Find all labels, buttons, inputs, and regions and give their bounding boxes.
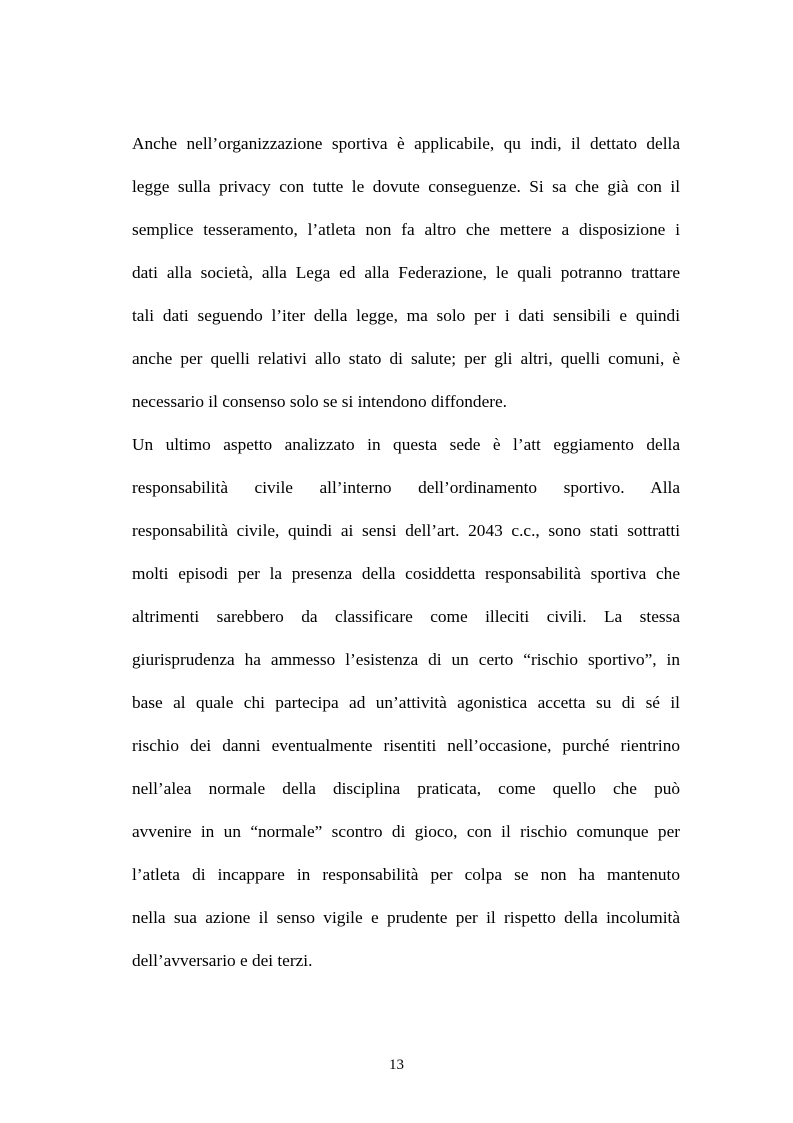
page-number: 13 [389,1057,404,1073]
text-line: Anche nell’organizzazione sportiva è applicabile, qu indi, il dettato della [132,134,680,153]
text-line: dell’avversario e dei terzi. [132,951,313,970]
text-line: legge sulla privacy con tutte le dovute conseguenze. Si sa che già con il [132,177,680,196]
text-line: responsabilità civile, quindi ai sensi dell’art. 2043 c.c., sono stati sottratti [132,521,680,540]
text-line: responsabilità civile all’interno dell’ordinamento sportivo. Alla [132,478,680,497]
text-line: Un ultimo aspetto analizzato in questa sede è l’att eggiamento della [132,435,680,454]
text-line: giurisprudenza ha ammesso l’esistenza di un certo “rischio sportivo”, in [132,650,680,669]
text-line: nell’alea normale della disciplina praticata, come quello che può [132,779,680,798]
text-line: anche per quelli relativi allo stato di salute; per gli altri, quelli comuni, è [132,349,680,368]
text-line: avvenire in un “normale” scontro di gioco, con il rischio comunque per [132,822,680,841]
text-line: rischio dei danni eventualmente risentiti nell’occasione, purché rientrino [132,736,680,755]
text-line: l’atleta di incappare in responsabilità per colpa se non ha mantenuto [132,865,680,884]
text-line: molti episodi per la presenza della cosiddetta responsabilità sportiva che [132,564,680,583]
text-line: altrimenti sarebbero da classificare come illeciti civili. La stessa [132,607,680,626]
text-line: semplice tesseramento, l’atleta non fa altro che mettere a disposizione i [132,220,680,239]
text-line: dati alla società, alla Lega ed alla Federazione, le quali potranno trattare [132,263,680,282]
text-line: nella sua azione il senso vigile e prudente per il rispetto della incolumità [132,908,680,927]
text-line: tali dati seguendo l’iter della legge, ma solo per i dati sensibili e quindi [132,306,680,325]
text-line: base al quale chi partecipa ad un’attività agonistica accetta su di sé il [132,693,680,712]
text-line: necessario il consenso solo se si intendono diffondere. [132,392,507,411]
